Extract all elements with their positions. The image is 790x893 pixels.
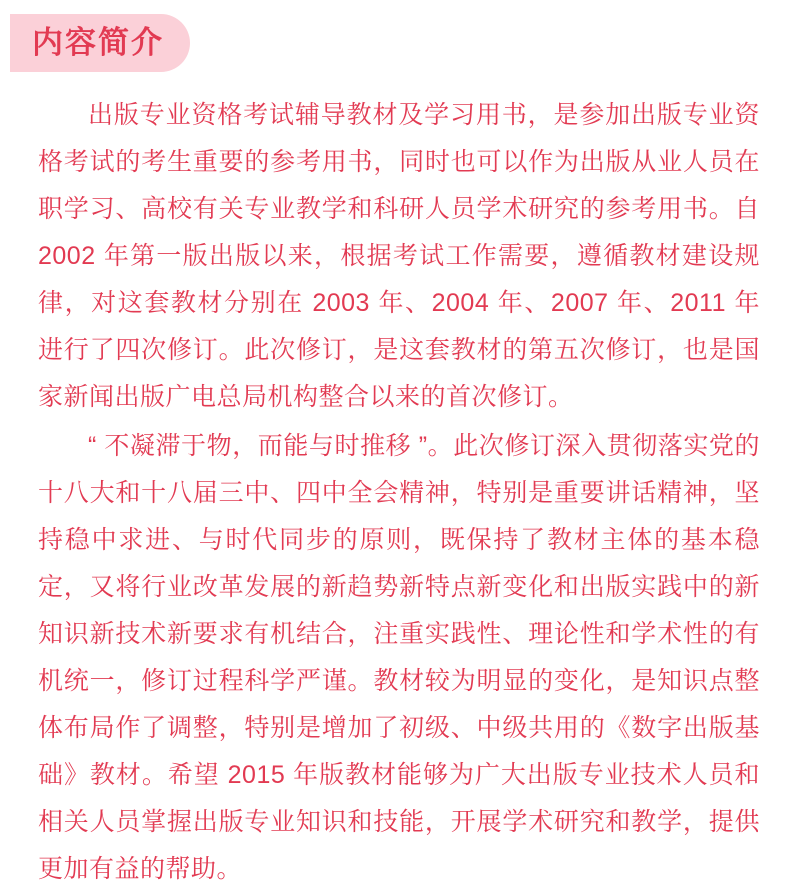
introduction-body (38, 92, 760, 893)
section-badge-container (10, 14, 190, 72)
section-title-badge: 内容简介 (10, 14, 190, 72)
paragraph-2: “ 不凝滞于物，而能与时推移 ”。此次修订深入贯彻落实党的十八大和十八届三中、四中全会精神，特别是重要讲话精神，坚持稳中求进、与时代同步的原则，既保持了教材主体的基本稳定，又将行业改革发展的新趋势新特点新变化和出版实践中的新知识新技术新要求有机结合，注重实践性、理论性和学术性的有机统一，修订过程科学严谨。教材较为明显的变化，是知识点整体布局作了调整，特别是增加了初级、中级共用的《数字出版基础》教材。希望 2015 年版教材能够为广大出版专业技术人员和相关人员掌握出版专业知识和技能，开展学术研究和教学，提供更加有益的帮助。 (38, 432, 760, 883)
paragraph-1: 出版专业资格考试辅导教材及学习用书，是参加出版专业资格考试的考生重要的参考用书，同时也可以作为出版从业人员在职学习、高校有关专业教学和科研人员学术研究的参考用书。自 2002 年第一版出版以来，根据考试工作需要，遵循教材建设规律，对这套教材分别在 2003 年、2004 年、2007 年、2011 年进行了四次修订。此次修订，是这套教材的第五次修订，也是国家新闻出版广电总局机构整合以来的首次修订。 (38, 101, 760, 411)
